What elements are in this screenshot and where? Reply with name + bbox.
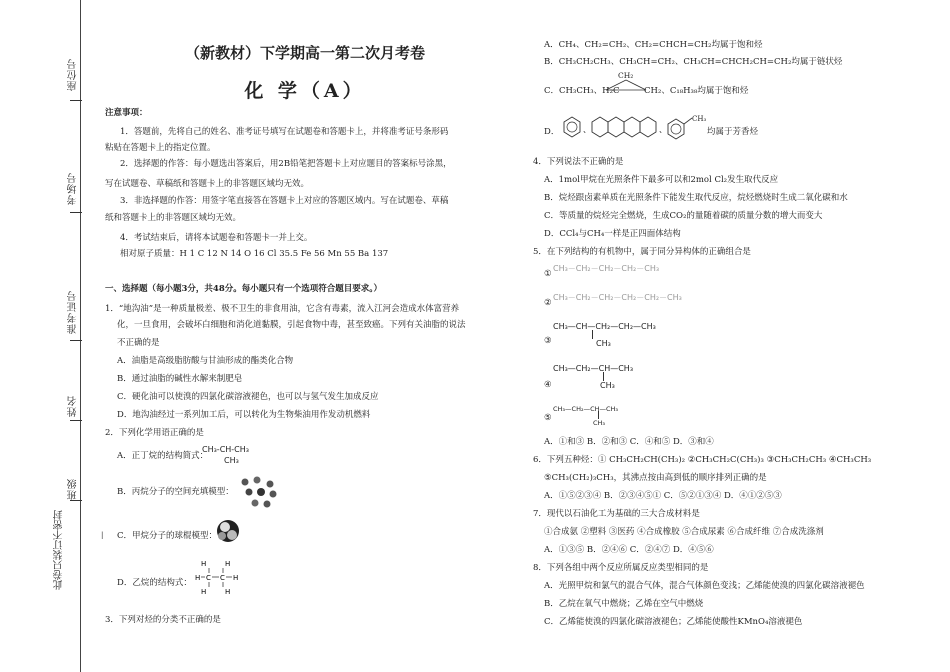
q5-stem: 5．在下列结构的有机物中，属于同分异构体的正确组合是 [533,247,751,257]
structure-number: ② [544,298,552,308]
q4-option-b[interactable]: B．烷烃跟卤素单质在光照条件下能发生取代反应，烷烃燃烧时生成二氧化碳和水 [544,193,848,203]
name-blank[interactable] [70,420,82,421]
notice-line: 4．考试结束后，请将本试题卷和答题卡一并上交。 [120,233,313,243]
q1-option-c[interactable]: C．硬化油可以使溴的四氯化碳溶液褪色，也可以与氢气发生加成反应 [117,392,379,402]
q8-option-a[interactable]: A．光照甲烷和氯气的混合气体，混合气体颜色变浅；乙烯能使溴的四氯化碳溶液褪色 [544,581,865,591]
atom [246,489,253,496]
bond [592,330,593,339]
ring-circle [567,122,577,132]
anthracene-ring [640,117,656,137]
atom-label: H [225,588,231,596]
q4-option-d[interactable]: D．CCl₄与CH₄一样是正四面体结构 [544,229,681,239]
q3-option-a[interactable]: A．CH₄、CH₂=CH₂、CH₂=CHCH=CH₂均属于饱和烃 [544,40,763,50]
q4-stem: 4．下列说法不正确的是 [533,157,624,167]
atom [227,530,237,540]
q1-stem: 不正确的是 [117,338,160,348]
atom [257,488,265,496]
q7-options[interactable]: A．①③⑤ B．②④⑥ C．②④⑦ D．④⑤⑥ [544,545,714,555]
q2-option-d[interactable]: D．乙烷的结构式： [117,578,192,588]
methane-ball-stick-model [212,515,244,547]
structure-5-branch: CH₃ [593,419,606,427]
propane-space-filling-model [235,472,285,512]
bond [684,118,692,124]
section-heading: 一、选择题（每小题3分，共48分。每小题只有一个选项符合题目要求。） [105,284,382,294]
ring-circle [671,124,681,134]
q3-option-d[interactable]: D． [544,127,560,137]
room-label: 考场号 [68,172,79,205]
binding-margin [0,0,90,672]
atom-label: H [201,588,207,596]
q7-items: ①合成氨 ②塑料 ③医药 ④合成橡胶 ⑤合成尿素 ⑥合成纤维 ⑦合成洗涤剂 [544,527,824,537]
q1-stem: 1．“地沟油”是一种质量极差、极不卫生的非食用油，它含有毒素，流入江河会造成水体富营养 [105,304,460,314]
separator: 、 [583,125,591,134]
structure-4: CH₃—CH₂—CH—CH₃ [553,364,634,373]
q1-option-b[interactable]: B．通过油脂的碱性水解来制肥皂 [117,374,243,384]
structure-2: CH₃－CH₂－CH₂－CH₂－CH₂－CH₃ [553,293,682,302]
ethane-structural-formula [195,558,245,598]
notice-line: 写在试题卷、草稿纸和答题卡上的非答题区域均无效。 [105,179,310,189]
aromatic-structures [556,110,706,146]
notice-line: 2．选择题的作答：每小题选出答案后，用2B铅笔把答题卡上对应题目的答案标号涂黑， [120,159,452,169]
q1-option-d[interactable]: D．地沟油经过一系列加工后，可以转化为生物柴油用作发动机燃料 [117,410,371,420]
structure-4-branch: CH₃ [600,381,615,390]
atom [264,501,271,508]
q3-option-b[interactable]: B．CH₃CH₂CH₃、CH₃CH=CH₂、CH₃CH=CHCH₂CH=CH₂均属于链状烃 [544,57,843,67]
q6-options[interactable]: A．①⑤②③④ B．②③④⑤① C．⑤②①③④ D．④①②⑤③ [544,491,782,501]
cyclopropane-top: CH₂ [618,71,634,80]
structure-5: CH₃—CH₂—CH—CH₃ [553,405,619,413]
notice-line: 3．非选择题的作答：用签字笔直接答在答题卡上对应的答题区域内。写在试题卷、草稿 [120,196,449,206]
structure-number: ④ [544,380,552,390]
q6-stem: ⑤CH₃(CH₂)₃CH₃，其沸点按由高到低的顺序排列正确的是 [544,473,767,483]
q3-option-c-cont: CH₂、C₁₈H₃₈均属于饱和烃 [644,86,749,96]
q4-option-c[interactable]: C．等质量的烷烃完全燃烧，生成CO₂的量随着碳的质量分数的增大而变大 [544,211,823,221]
ticket-label: 准考证号 [68,290,79,334]
q1-stem: 化，一旦食用，会破坏白细胞和消化道黏膜，引起食物中毒，甚至致癌。下列有关油脂的说法 [117,320,466,330]
bond [626,80,646,90]
structure-number: ③ [544,336,552,346]
q8-stem: 8．下列各组中两个反应所属反应类型相同的是 [533,563,709,573]
butane-branch: CH₃ [224,456,239,465]
atom-label: H [201,560,207,568]
margin-mark: | [101,531,104,539]
notice-line: 1．答题前，先将自己的姓名、准考证号填写在试题卷和答题卡上，并将准考证号条形码 [120,127,449,137]
room-blank[interactable] [70,212,82,213]
benzene-ring [564,117,580,137]
atom [267,481,274,488]
q1-option-a[interactable]: A．油脂是高级脂肪酸与甘油形成的酯类化合物 [117,356,294,366]
atom [254,477,261,484]
toluene-ring [668,119,684,139]
atom [252,500,259,507]
q2-stem: 2．下列化学用语正确的是 [105,428,204,438]
notice-line: 粘贴在答题卡上的指定位置。 [105,143,216,153]
structure-3-branch: CH₃ [596,339,611,348]
q2-option-a[interactable]: A．正丁烷的结构简式： [117,451,209,461]
q7-stem: 7．现代以石油化工为基础的三大合成材料是 [533,509,700,519]
separator: 、 [659,125,667,134]
atom [220,522,230,532]
q2-option-b[interactable]: B．丙烷分子的空间充填模型： [117,487,234,497]
q3-option-c[interactable]: C．CH₃CH₃、H₂C [544,86,620,96]
atom-label: H [195,574,201,582]
seat-label: 座位号 [68,58,79,91]
anthracene-ring [624,117,640,137]
atom-label: C [206,574,211,582]
structure-1: CH₃－CH₂－CH₂－CH₂－CH₃ [553,264,660,273]
structure-3: CH₃—CH—CH₂—CH₂—CH₃ [553,322,656,331]
atom [242,479,249,486]
toluene-methyl: CH₃ [692,115,707,123]
q8-option-b[interactable]: B．乙烷在氧气中燃烧；乙烯在空气中燃烧 [544,599,704,609]
atom-label: H [233,574,239,582]
class-blank[interactable] [70,500,82,501]
subject-title: 化 学（A） [244,80,366,102]
q8-option-c[interactable]: C．乙烯能使溴的四氯化碳溶液褪色；乙烯能使酸性KMnO₄溶液褪色 [544,617,803,627]
butane-formula: CH₃-CH-CH₃ [202,445,249,454]
structure-number: ① [544,269,552,279]
ticket-blank[interactable] [70,340,82,341]
class-label: 班级 [68,478,79,500]
q5-options[interactable]: A．①和③ B．②和③ C．④和⑤ D．③和④ [544,437,714,447]
atom [218,532,226,540]
atom [270,491,277,498]
anthracene-ring [592,117,608,137]
anthracene-ring [608,117,624,137]
q6-stem: 6．下列五种烃：① CH₃CH₂CH(CH₃)₂ ②CH₃CH₂C(CH₃)₃ ③CH₃CH₂CH₃ ④CH₃CH₃ [533,455,872,465]
seat-blank[interactable] [70,100,82,101]
atomic-masses: 相对原子质量：H 1 C 12 N 14 O 16 Cl 35.5 Fe 56 Mn 55 Ba 137 [120,249,389,259]
q3-stem: 3．下列对烃的分类不正确的是 [105,615,221,625]
exam-title: （新教材）下学期高一第二次月考卷 [184,44,425,62]
atom-label: C [220,574,225,582]
q4-option-a[interactable]: A．1mol甲烷在光照条件下最多可以和2mol Cl₂发生取代反应 [544,175,779,185]
notice-heading: 注意事项： [105,108,148,118]
name-label: 姓名 [68,395,79,417]
notice-line: 纸和答题卡上的非答题区域均无效。 [105,213,242,223]
structure-number: ⑤ [544,413,552,423]
q2-option-c[interactable]: C．甲烷分子的球棍模型： [117,531,218,541]
seal-notice: 此卷只装订不密封 [54,510,65,590]
atom-label: H [225,560,231,568]
q3-option-d-cont: 均属于芳香烃 [707,127,759,137]
